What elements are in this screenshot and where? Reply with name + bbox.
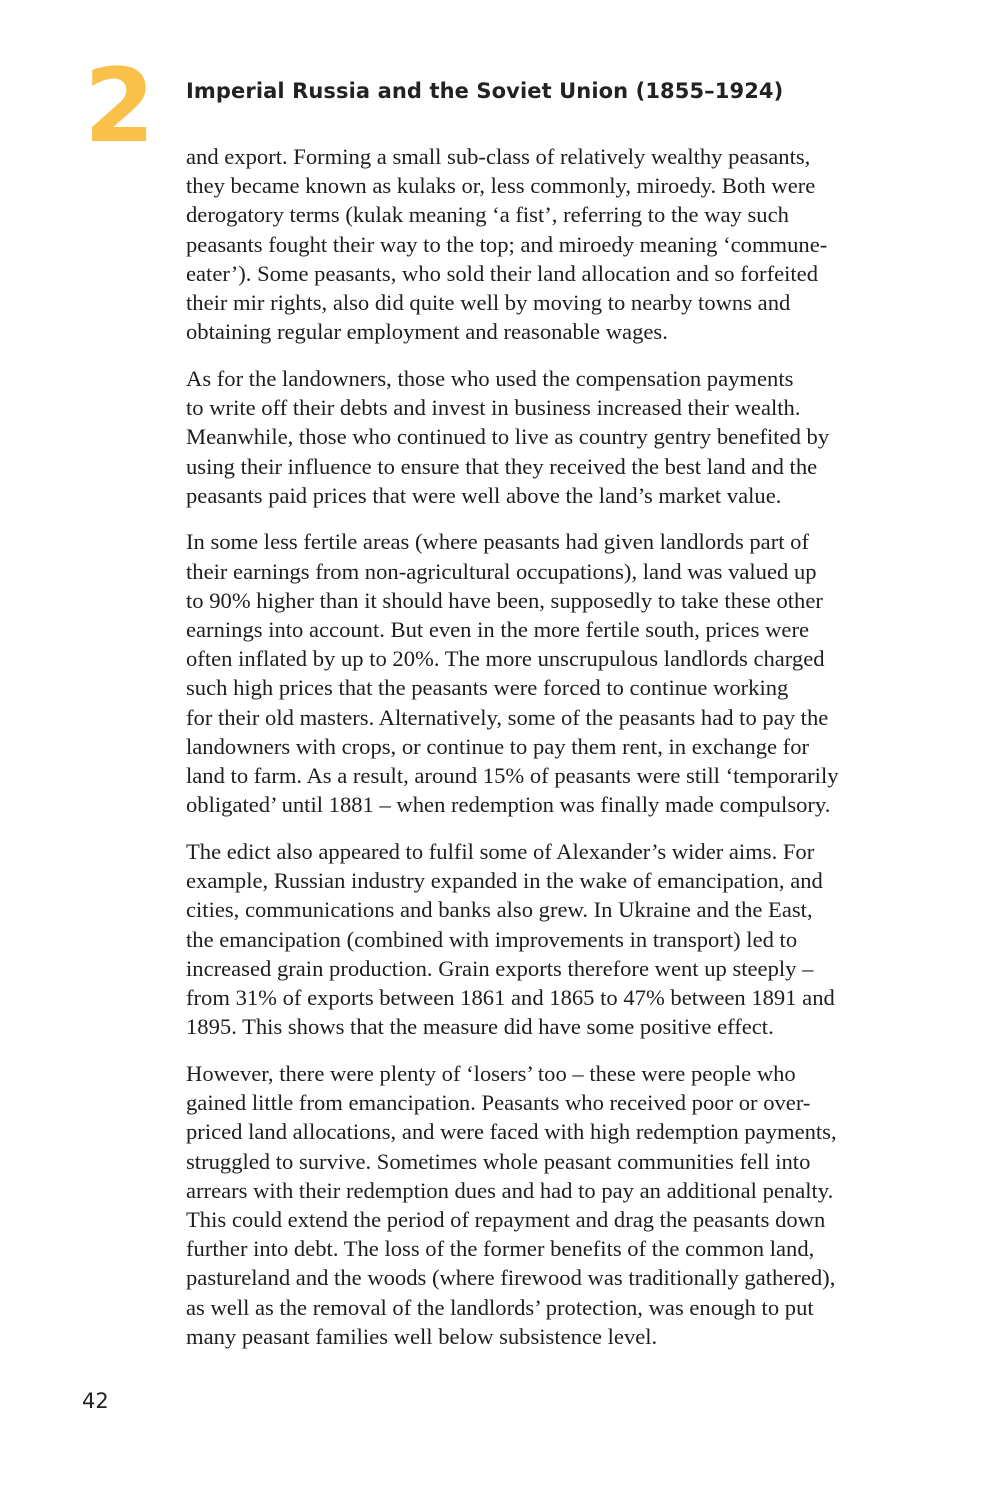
paragraph-landowners: As for the landowners, those who used the compensation payments to write off their debts and invest in business increased their wealth. Meanwhile, those who continued to live as country gentry benefited by using their influence to ensure that they received the best land and the peasants paid prices that were well above the land’s market value. <box>186 365 830 508</box>
paragraph-kulaks: and export. Forming a small sub-class of relatively wealthy peasants, they became known as kulaks or, less commonly, miroedy. Both were derogatory terms (kulak meaning ‘a fist’, referring to the way such peasants fought their way to the top; and miroedy meaning ‘commune- eater’). Some peasants, who sold their land allocation and so forfeited their mir rights, also did quite well by moving to nearby towns and obtaining regular employment and reasonable wages. <box>186 144 828 345</box>
chapter-number: 2 <box>84 47 155 166</box>
body-text <box>186 142 896 1368</box>
paragraph-wider-aims: The edict also appeared to fulfil some of Alexander’s wider aims. For example, Russian industry expanded in the wake of emancipation, and cities, communications and banks also grew. In Ukraine and the East, the emancipation (combined with improvements in transport) led to increased grain production. Grain exports therefore went up steeply – from 31% of exports between 1861 and 1865 to 47% between 1891 and 1895. This shows that the measure did have some positive effect. <box>186 838 835 1040</box>
paragraph-losers: However, there were plenty of ‘losers’ too – these were people who gained little from emancipation. Peasants who received poor or over- priced land allocations, and were faced with high redemption payments, struggled to survive. Sometimes whole peasant communities fell into arrears with their redemption dues and had to pay an additional penalty. This could extend the period of repayment and drag the peasants down further into debt. The loss of the former benefits of the common land, pastureland and the woods (where firewood was traditionally gathered), as well as the removal of the landlords’ protection, was enough to put many peasant families well below subsistence level. <box>186 1060 837 1349</box>
page-number: 42 <box>82 1389 109 1413</box>
paragraph-land-prices: In some less fertile areas (where peasants had given landlords part of their earnings from non-agricultural occupations), land was valued up to 90% higher than it should have been, supposedly to take these other earnings into account. But even in the more fertile south, prices were often inflated by up to 20%. The more unscrupulous landlords charged such high prices that the peasants were forced to continue working for their old masters. Alternatively, some of the peasants had to pay the landowners with crops, or continue to pay them rent, in exchange for land to farm. As a result, around 15% of peasants were still ‘temporarily obligated’ until 1881 – when redemption was finally made compulsory. <box>186 529 839 818</box>
chapter-title: Imperial Russia and the Soviet Union (1855–1924) <box>186 79 784 103</box>
